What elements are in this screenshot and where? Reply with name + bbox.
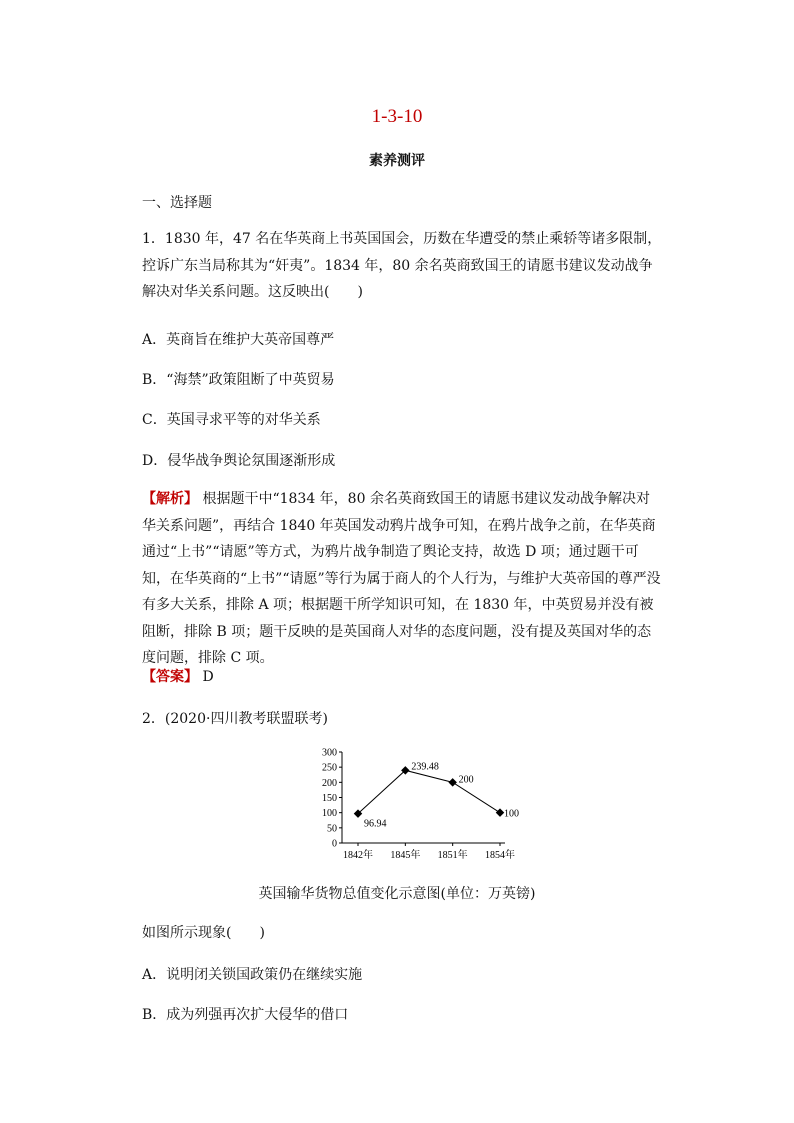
answer-tag: 【答案】 [142,669,198,685]
y-tick-label: 150 [322,793,337,804]
y-tick-label: 50 [327,823,337,835]
question-2-stem: 2．(2020·四川教考联盟联考) [142,711,328,727]
question-1-analysis [142,486,662,672]
series-line [358,770,500,813]
y-tick-label: 100 [322,808,337,820]
y-tick-label: 0 [332,838,337,850]
question-2-option-b: B．成为列强再次扩大侵华的借口 [142,1007,349,1023]
y-tick-label: 250 [322,762,337,774]
question-1-option-a: A．英商旨在维护大英帝国尊严 [142,332,335,348]
analysis-tag: 【解析】 [142,491,198,507]
x-tick-label: 1854年 [485,850,515,861]
chart-svg [300,740,520,868]
data-label: 96.94 [364,818,387,830]
x-tick-label: 1842年 [343,850,373,861]
y-tick-label: 300 [322,747,337,759]
data-point [448,778,456,786]
analysis-text: 根据题干中“1834 年，80 余名英商致国王的请愿书建议发动战争解决对华关系问题”，再结合 1840 年英国发动鸦片战争可知，在鸦片战争之前，在华英商通过“上书”“请愿”等方式，为鸦片战争制造了舆论支持，故选 D 项；通过题干可知，在华英商的“上书”“请愿”等行为属于商人的个人行为，与维护大英帝国的尊严没有多大关系，排除 A 项；根据题干所学知识可知，在 1830 年，中英贸易并没有被阻断，排除 B 项；题干反映的是英国商人对华的态度问题，没有提及英国对华的态度问题，排除 C 项。 [142,491,661,666]
lesson-code: 1-3-10 [371,106,423,127]
question-1-option-d: D．侵华战争舆论氛围逐渐形成 [142,453,336,469]
x-tick-label: 1845年 [390,850,421,861]
chart-caption: 英国输华货物总值变化示意图(单位：万英镑) [258,886,536,902]
answer-value: D [198,669,214,685]
question-1-stem: 1．1830 年，47 名在华英商上书英国国会，历数在华遭受的禁止乘轿等诸多限制，控诉广东当局称其为“奸夷”。1834 年，80 余名英商致国王的请愿书建议发动战争解决对华关系问题。这反映出( ) [142,231,662,300]
data-label: 239.48 [411,761,439,773]
page-subtitle: 素养测评 [369,153,425,169]
question-1-answer [142,666,214,686]
question-1-option-b: B．“海禁”政策阻断了中英贸易 [142,372,335,388]
data-label: 100 [504,808,519,820]
question-2-option-a: A．说明闭关锁国政策仍在继续实施 [142,967,363,983]
question-2-prompt: 如图所示现象( ) [142,925,265,941]
y-tick-label: 200 [322,777,337,789]
x-tick-label: 1851年 [437,850,468,861]
data-label: 200 [458,774,474,786]
section-title: 一、选择题 [142,195,212,211]
data-point [496,808,504,816]
trade-value-chart [300,740,520,868]
question-1-option-c: C．英国寻求平等的对华关系 [142,412,321,428]
